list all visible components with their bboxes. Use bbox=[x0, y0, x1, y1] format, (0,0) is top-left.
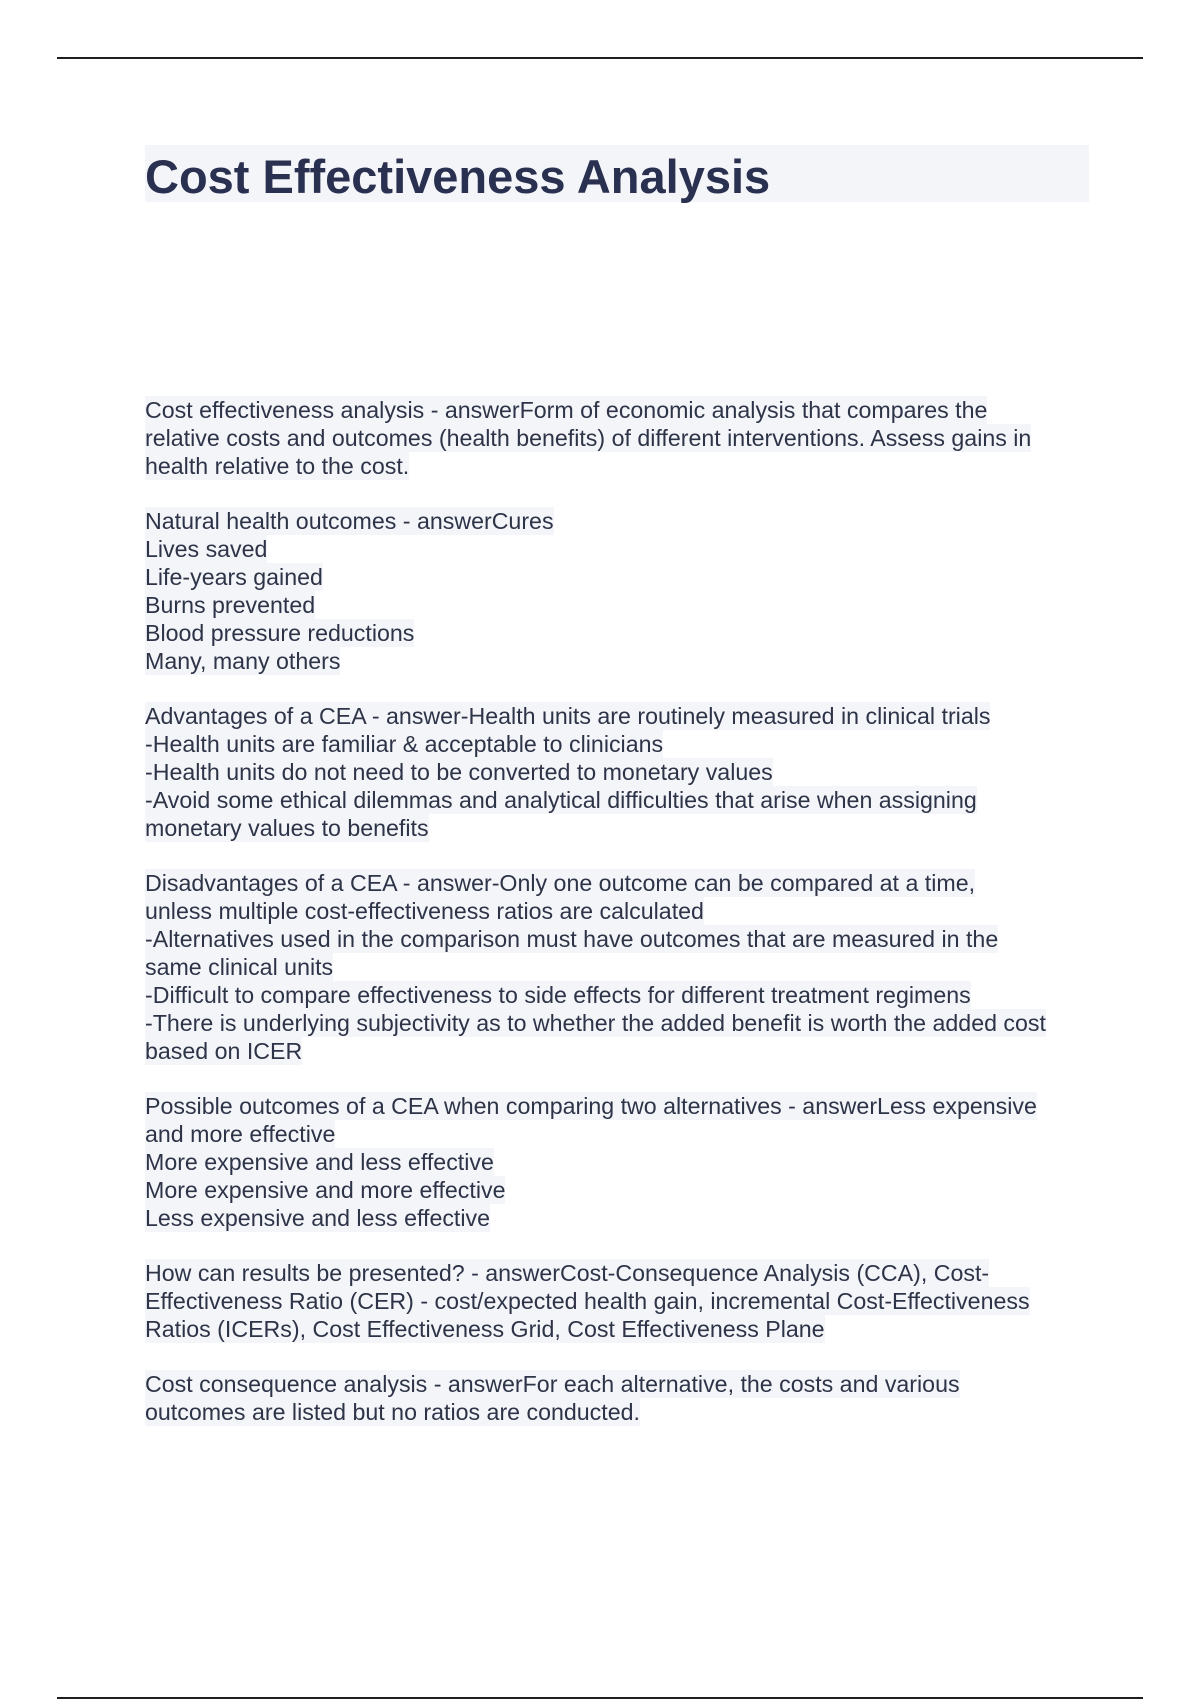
entry-advantages-cea bbox=[145, 702, 1089, 842]
title-block bbox=[145, 145, 1089, 202]
entry-line: health relative to the cost. bbox=[145, 453, 410, 479]
entry-cost-effectiveness-analysis bbox=[145, 396, 1089, 480]
entry-line: outcomes are listed but no ratios are conducted. bbox=[145, 1399, 640, 1425]
entry-line: -Health units do not need to be converted to monetary values bbox=[145, 759, 773, 785]
bottom-rule bbox=[57, 1697, 1143, 1699]
entry-natural-health-outcomes bbox=[145, 507, 1089, 675]
entry-line: Blood pressure reductions bbox=[145, 620, 415, 646]
entry-line: Life-years gained bbox=[145, 564, 323, 590]
entry-line: Cost effectiveness analysis - answerForm of economic analysis that compares the bbox=[145, 397, 988, 423]
entry-line: relative costs and outcomes (health benefits) of different interventions. Assess gains in bbox=[145, 425, 1032, 451]
entry-line: monetary values to benefits bbox=[145, 815, 429, 841]
top-rule bbox=[57, 57, 1143, 59]
page-title: Cost Effectiveness Analysis bbox=[145, 150, 771, 203]
entry-line: -There is underlying subjectivity as to whether the added benefit is worth the added cost bbox=[145, 1010, 1046, 1036]
entry-line: Less expensive and less effective bbox=[145, 1205, 491, 1231]
entry-line: More expensive and more effective bbox=[145, 1177, 506, 1203]
document-body bbox=[145, 396, 1089, 1453]
entry-disadvantages-cea bbox=[145, 869, 1089, 1065]
entry-line: More expensive and less effective bbox=[145, 1149, 494, 1175]
entry-line: Advantages of a CEA - answer-Health units are routinely measured in clinical trials bbox=[145, 703, 991, 729]
entry-line: unless multiple cost-effectiveness ratios are calculated bbox=[145, 898, 704, 924]
entry-line: Possible outcomes of a CEA when comparing two alternatives - answerLess expensive bbox=[145, 1093, 1037, 1119]
entry-line: Lives saved bbox=[145, 536, 268, 562]
entry-line: -Difficult to compare effectiveness to side effects for different treatment regimens bbox=[145, 982, 971, 1008]
entry-line: Disadvantages of a CEA - answer-Only one outcome can be compared at a time, bbox=[145, 870, 976, 896]
entry-line: Effectiveness Ratio (CER) - cost/expected health gain, incremental Cost-Effectiveness bbox=[145, 1288, 1030, 1314]
entry-line: Many, many others bbox=[145, 648, 341, 674]
entry-results-presented bbox=[145, 1259, 1089, 1343]
entry-line: How can results be presented? - answerCost-Consequence Analysis (CCA), Cost- bbox=[145, 1260, 990, 1286]
entry-line: Cost consequence analysis - answerFor each alternative, the costs and various bbox=[145, 1371, 960, 1397]
entry-line: based on ICER bbox=[145, 1038, 303, 1064]
entry-line: -Alternatives used in the comparison must have outcomes that are measured in the bbox=[145, 926, 999, 952]
entry-line: -Avoid some ethical dilemmas and analytical difficulties that arise when assigning bbox=[145, 787, 977, 813]
entry-line: -Health units are familiar & acceptable to clinicians bbox=[145, 731, 664, 757]
entry-line: Ratios (ICERs), Cost Effectiveness Grid, Cost Effectiveness Plane bbox=[145, 1316, 825, 1342]
entry-cost-consequence-analysis bbox=[145, 1370, 1089, 1426]
entry-line: Natural health outcomes - answerCures bbox=[145, 508, 554, 534]
entry-line: Burns prevented bbox=[145, 592, 316, 618]
entry-line: and more effective bbox=[145, 1121, 336, 1147]
entry-line: same clinical units bbox=[145, 954, 334, 980]
entry-possible-outcomes bbox=[145, 1092, 1089, 1232]
